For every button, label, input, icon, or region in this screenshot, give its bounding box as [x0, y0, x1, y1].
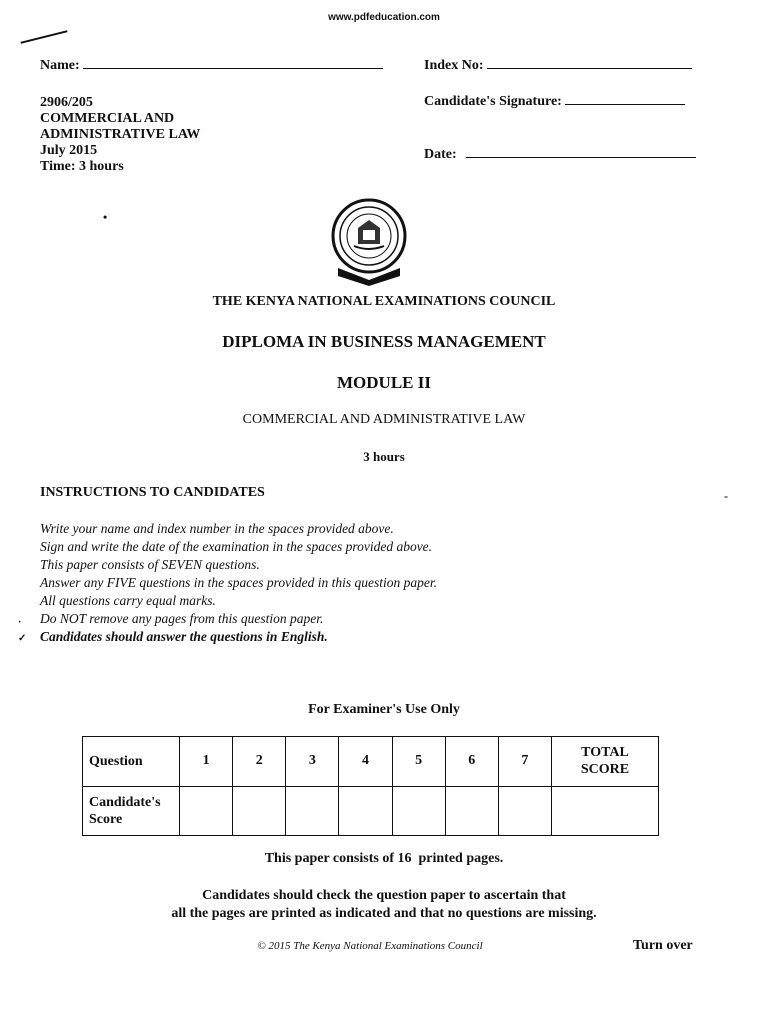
date-label: Date: [424, 147, 457, 162]
index-field [424, 58, 692, 74]
question-number: 6 [445, 737, 498, 787]
instruction-item: This paper consists of SEVEN questions. [40, 557, 260, 572]
paper-time: Time: 3 hours [40, 159, 124, 174]
table-row [83, 737, 659, 787]
question-label: Question [83, 737, 180, 787]
question-number: 3 [286, 737, 339, 787]
name-line [83, 67, 383, 69]
copyright: © 2015 The Kenya National Examinations Council [257, 940, 483, 952]
table-row [83, 786, 659, 836]
check-line1: Candidates should check the question paper to ascertain that [202, 888, 566, 903]
module-title: MODULE II [337, 373, 431, 392]
index-label: Index No: [424, 58, 484, 73]
date-line [466, 156, 696, 158]
instruction-item: Write your name and index number in the spaces provided above. [40, 521, 394, 536]
question-number: 4 [339, 737, 392, 787]
score-cell[interactable] [286, 786, 339, 836]
stray-tick: · [18, 617, 22, 628]
score-cell[interactable] [498, 786, 551, 836]
site-url: www.pdfeducation.com [328, 12, 440, 23]
name-field [40, 58, 383, 74]
paper-date: July 2015 [40, 143, 98, 158]
date-field [424, 147, 696, 163]
examiner-caption: For Examiner's Use Only [308, 702, 460, 717]
duration: 3 hours [363, 449, 405, 464]
paper-title-line2: ADMINISTRATIVE LAW [40, 127, 201, 142]
diploma-title: DIPLOMA IN BUSINESS MANAGEMENT [222, 332, 546, 351]
total-score-cell[interactable] [552, 786, 659, 836]
score-cell[interactable] [445, 786, 498, 836]
stray-dash: - [724, 489, 728, 503]
instruction-item: Candidates should answer the questions in English. [40, 629, 328, 644]
instruction-item: Do NOT remove any pages from this question paper. [40, 611, 324, 626]
pen-mark [20, 30, 67, 44]
paper-code: 2906/205 [40, 95, 93, 110]
instruction-item: Answer any FIVE questions in the spaces provided in this question paper. [40, 575, 437, 590]
total-score-header [552, 737, 659, 787]
candidate-score-line2: Score [89, 811, 123, 827]
check-line2: all the pages are printed as indicated and that no questions are missing. [171, 906, 597, 921]
candidate-score-label [83, 786, 180, 836]
council-name: THE KENYA NATIONAL EXAMINATIONS COUNCIL [212, 294, 556, 309]
stray-mark: • [103, 210, 108, 224]
name-label: Name: [40, 58, 80, 73]
signature-field [424, 94, 685, 110]
subject-title: COMMERCIAL AND ADMINISTRATIVE LAW [242, 412, 526, 427]
index-line [487, 67, 692, 69]
candidate-score-line1: Candidate's [89, 794, 161, 810]
stray-tick: ✓ [18, 633, 27, 644]
examiner-score-table [82, 736, 659, 836]
question-number: 2 [233, 737, 286, 787]
council-seal-icon [328, 196, 410, 288]
question-number: 5 [392, 737, 445, 787]
signature-line [565, 103, 685, 105]
score-cell[interactable] [339, 786, 392, 836]
turn-over: Turn over [633, 938, 693, 953]
instructions-list [40, 520, 437, 646]
question-number: 7 [498, 737, 551, 787]
total-line1: TOTAL [581, 745, 629, 761]
signature-label: Candidate's Signature: [424, 94, 562, 109]
instruction-item: All questions carry equal marks. [40, 593, 216, 608]
question-number: 1 [180, 737, 233, 787]
paper-details [40, 95, 200, 175]
total-line2: SCORE [580, 762, 630, 778]
score-cell[interactable] [180, 786, 233, 836]
score-cell[interactable] [392, 786, 445, 836]
instructions-heading: INSTRUCTIONS TO CANDIDATES [40, 485, 265, 500]
paper-title-line1: COMMERCIAL AND [40, 111, 175, 126]
pages-note: This paper consists of 16 printed pages. [264, 851, 504, 866]
instruction-item: Sign and write the date of the examination in the spaces provided above. [40, 539, 433, 554]
score-cell[interactable] [233, 786, 286, 836]
